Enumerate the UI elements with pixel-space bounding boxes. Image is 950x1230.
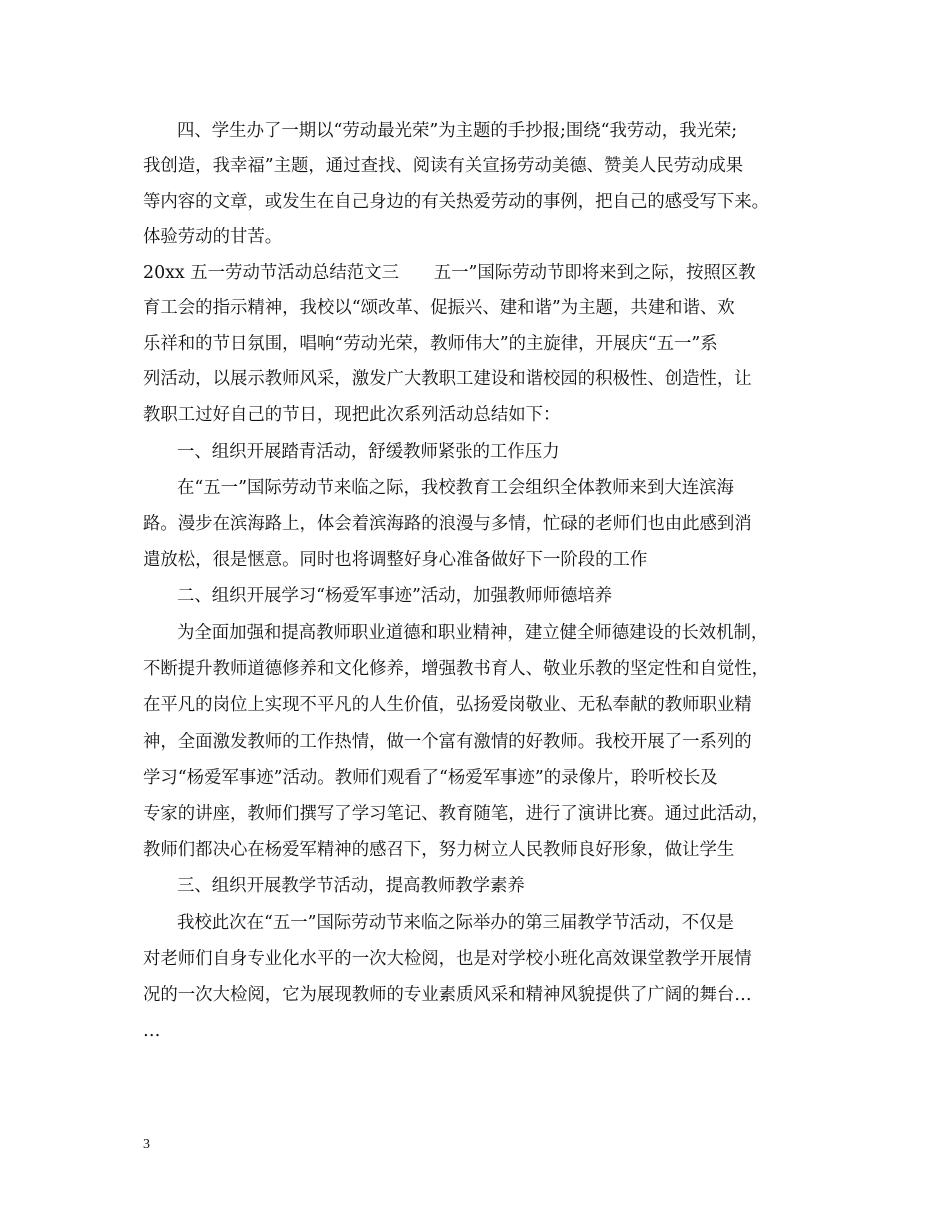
page-number: 3	[143, 1137, 150, 1152]
subheading: 三、组织开展教学节活动，提高教师教学素养	[177, 876, 525, 896]
subheading: 一、组织开展踏青活动，舒缓教师紧张的工作压力	[177, 442, 560, 462]
text-line: 等内容的文章，或发生在自己身边的有关热爱劳动的事例，把自己的感受写下来。	[143, 192, 770, 212]
text-line: 在平凡的岗位上实现不平凡的人生价值，弘扬爱岗敬业、无私奉献的教师职业精	[143, 695, 752, 715]
text-line: 不断提升教师道德修养和文化修养，增强教书育人、敬业乐教的坚定性和自觉性，	[143, 659, 770, 679]
text-line: 育工会的指示精神，我校以“颂改革、促振兴、建和谐”为主题，共建和谐、欢	[143, 298, 735, 318]
text-line: 神，全面激发教师的工作热情，做一个富有激情的好教师。我校开展了一系列的	[143, 732, 752, 752]
text-line: 遣放松，很是惬意。同时也将调整好身心准备做好下一阶段的工作	[143, 550, 648, 570]
text-line: 我校此次在“五一”国际劳动节来临之际举办的第三届教学节活动，不仅是	[177, 913, 734, 933]
text-line: 列活动，以展示教师风采，激发广大教职工建设和谐校园的积极性、创造性，让	[143, 369, 752, 389]
text-line: 教师们都决心在杨爱军精神的感召下，努力树立人民教师良好形象，做让学生	[143, 840, 735, 860]
text-line: 路。漫步在滨海路上，体会着滨海路的浪漫与多情，忙碌的老师们也由此感到消	[143, 514, 752, 534]
text-line: 专家的讲座，教师们撰写了学习笔记、教育随笔，进行了演讲比赛。通过此活动，	[143, 804, 770, 824]
subheading: 二、组织开展学习“杨爱军事迹”活动，加强教师师德培养	[177, 586, 613, 606]
text-line: 我创造，我幸福”主题，通过查找、阅读有关宣扬劳动美德、赞美人民劳动成果	[143, 156, 744, 176]
text-line: 况的一次大检阅，它为展现教师的专业素质风采和精神风貌提供了广阔的舞台…	[143, 985, 752, 1005]
text-line: 教职工过好自己的节日，现把此次系列活动总结如下：	[143, 405, 561, 425]
text-line: 在“五一”国际劳动节来临之际，我校教育工会组织全体教师来到大连滨海	[177, 478, 734, 498]
text-line: 为全面加强和提高教师职业道德和职业精神，建立健全师德建设的长效机制，	[177, 623, 769, 643]
text-line: 学习“杨爱军事迹”活动。教师们观看了“杨爱军事迹”的录像片，聆听校长及	[143, 768, 718, 788]
text-line: 对老师们自身专业化水平的一次大检阅，也是对学校小班化高效课堂教学开展情	[143, 949, 752, 969]
text-line: 四、学生办了一期以“劳动最光荣”为主题的手抄报;围绕“我劳动，我光荣;	[177, 121, 738, 141]
text-line: …	[143, 1021, 161, 1041]
text-line: 乐祥和的节日氛围，唱响“劳动光荣，教师伟大”的主旋律，开展庆“五一”系	[143, 334, 718, 354]
text-line: 体验劳动的甘苦。	[143, 227, 283, 247]
section-heading: 20xx 五一劳动节活动总结范文三 五一”国际劳动节即将来到之际，按照区教	[143, 263, 756, 283]
